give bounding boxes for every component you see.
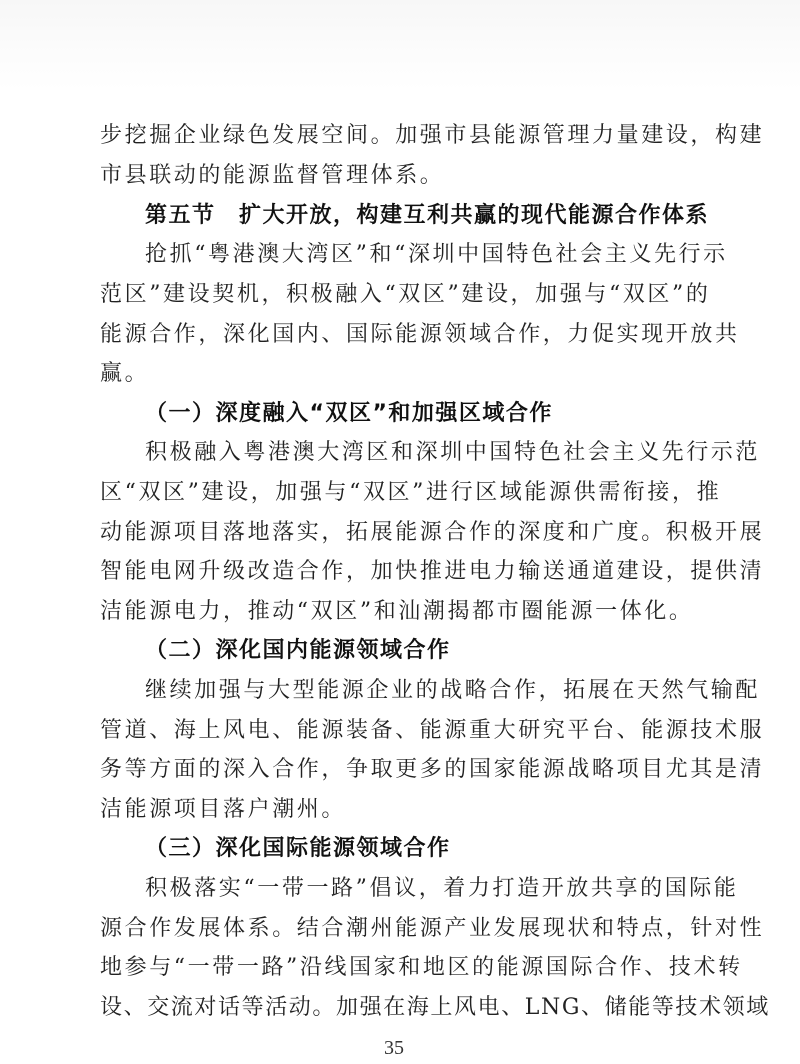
- paragraph-line: 赢。: [100, 361, 150, 386]
- paragraph-line: 地参与“一带一路”沿线国家和地区的能源国际合作、技术转: [100, 955, 743, 980]
- paragraph-line: 积极融入粤港澳大湾区和深圳中国特色社会主义先行示范: [145, 440, 761, 465]
- paragraph-line: 洁能源电力，推动“双区”和汕潮揭都市圈能源一体化。: [100, 599, 694, 624]
- paragraph-line: 动能源项目落地落实，拓展能源合作的深度和广度。积极开展: [100, 520, 765, 545]
- paragraph-line: 设、交流对话等活动。加强在海上风电、LNG、储能等技术领域: [100, 995, 770, 1020]
- paragraph-line: 务等方面的深入合作，争取更多的国家能源战略项目尤其是清: [100, 757, 765, 782]
- paragraph-line: 洁能源项目落户潮州。: [100, 797, 347, 822]
- paragraph-line: 步挖掘企业绿色发展空间。加强市县能源管理力量建设，构建: [100, 123, 765, 148]
- paragraph-line: 智能电网升级改造合作，加快推进电力输送通道建设，提供清: [100, 559, 765, 584]
- paragraph-line: 管道、海上风电、能源装备、能源重大研究平台、能源技术服: [100, 718, 765, 743]
- page-number: 35: [384, 1037, 404, 1059]
- paragraph-line: 继续加强与大型能源企业的战略合作，拓展在天然气输配: [145, 678, 761, 703]
- section-heading: 第五节 扩大开放，构建互利共赢的现代能源合作体系: [145, 203, 710, 228]
- paragraph-line: 抢抓“粤港澳大湾区”和“深圳中国特色社会主义先行示: [145, 242, 728, 267]
- paragraph-line: 范区”建设契机，积极融入“双区”建设，加强与“双区”的: [100, 282, 711, 307]
- subsection-heading: （一）深度融入“双区”和加强区域合作: [145, 401, 553, 426]
- paragraph-line: 积极落实“一带一路”倡议，着力打造开放共享的国际能: [145, 876, 739, 901]
- paragraph-line: 源合作发展体系。结合潮州能源产业发展现状和特点，针对性: [100, 916, 765, 941]
- paragraph-line: 区“双区”建设，加强与“双区”进行区域能源供需衔接，推: [100, 480, 722, 505]
- paragraph-line: 能源合作，深化国内、国际能源领域合作，力促实现开放共: [100, 322, 740, 347]
- subsection-heading: （二）深化国内能源领域合作: [145, 638, 451, 663]
- subsection-heading: （三）深化国际能源领域合作: [145, 836, 451, 861]
- paragraph-line: 市县联动的能源监督管理体系。: [100, 163, 445, 188]
